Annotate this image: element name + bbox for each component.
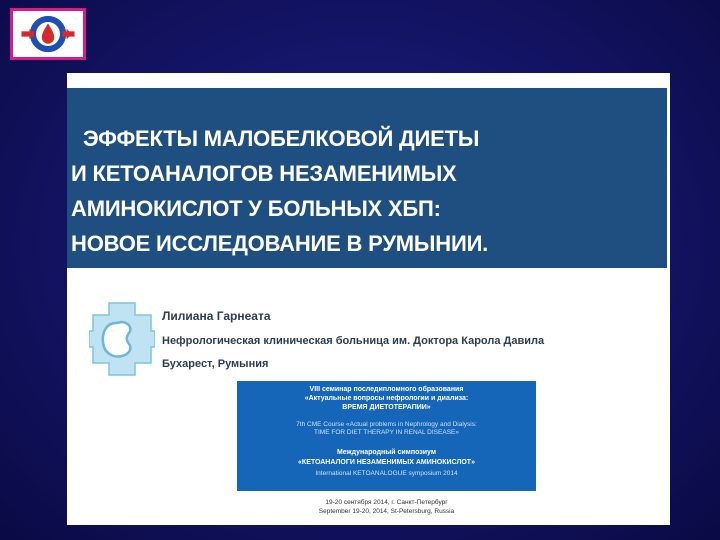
slide-title bbox=[71, 121, 661, 261]
title-line: ЭФФЕКТЫ МАЛОБЕЛКОВОЙ ДИЕТЫ bbox=[83, 126, 480, 151]
title-line: НОВОЕ ИССЛЕДОВАНИЕ В РУМЫНИИ. bbox=[71, 231, 489, 256]
title-line: И КЕТОАНАЛОГОВ НЕЗАМЕНИМЫХ bbox=[71, 161, 457, 186]
kidney-clinic-logo-icon bbox=[89, 301, 155, 377]
slide bbox=[67, 73, 670, 525]
conference-line: TIME FOR DIET THERAPY IN RENAL DISEASE» bbox=[314, 429, 459, 436]
author-name: Лилиана Гарнеата bbox=[162, 309, 271, 323]
conference-line: Международный симпозиум bbox=[336, 449, 437, 456]
conference-line: VIII семинар последипломного образования bbox=[309, 386, 464, 393]
hospital-name: Нефрологическая клиническая больница им. Доктора Карола Давила bbox=[162, 335, 545, 347]
conference-dates-ru: 19-20 сентября 2014, г. Санкт-Петербург bbox=[325, 499, 448, 506]
conference-dates-en: September 19-20, 2014, St-Petersburg, Russia bbox=[318, 508, 455, 515]
conference-line: ВРЕМЯ ДИЕТОТЕРАПИИ» bbox=[342, 404, 431, 411]
conference-info-panel bbox=[237, 381, 536, 525]
title-band bbox=[67, 88, 667, 268]
conference-line: «Актуальные вопросы нефрологии и диализа: bbox=[304, 395, 469, 402]
conference-line: «КЕТОАНАЛОГИ НЕЗАМЕНИМЫХ АМИНОКИСЛОТ» bbox=[298, 459, 475, 466]
conference-line: International KETOANALOGUE symposium 2014 bbox=[315, 470, 458, 477]
title-line: АМИНОКИСЛОТ У БОЛЬНЫХ ХБП: bbox=[71, 196, 441, 221]
city: Бухарест, Румыния bbox=[162, 358, 269, 370]
society-logo-icon bbox=[10, 8, 86, 60]
conference-line: 7th CME Course «Actual problems in Nephrology and Dialysis: bbox=[296, 421, 477, 428]
